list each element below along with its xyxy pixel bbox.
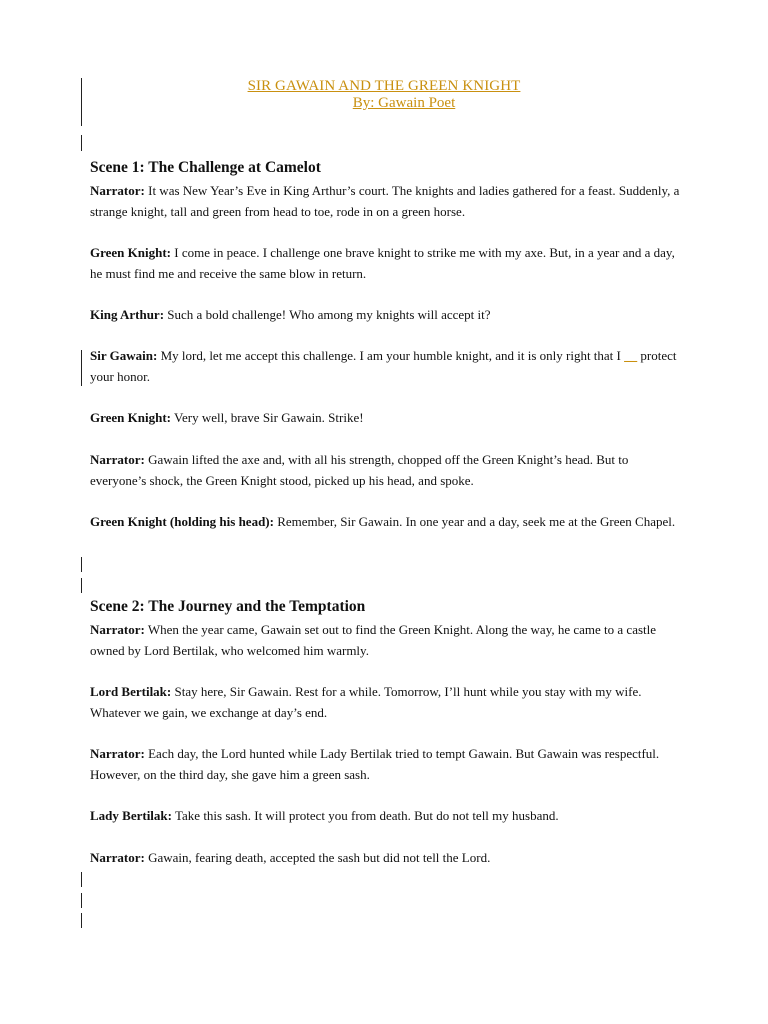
speaker-name: Lord Bertilak: [90,684,172,699]
dialogue-line [90,305,686,326]
change-bar [81,893,82,908]
change-bar [81,872,82,887]
dialogue-text: Each day, the Lord hunted while Lady Bertilak tried to tempt Gawain. But Gawain was respectful. However, on the third day, she gave him a green sash. [90,746,660,782]
change-bar [81,135,82,151]
change-bar [81,578,82,593]
change-bar [81,557,82,572]
dialogue-text: When the year came, Gawain set out to find the Green Knight. Along the way, he came to a castle owned by Lord Bertilak, who welcomed him warmly. [90,622,657,658]
speaker-name: Narrator: [90,850,145,865]
dialogue-line [90,806,686,827]
dialogue-text: Gawain lifted the axe and, with all his strength, chopped off the Green Knight’s head. But to everyone’s shock, the Green Knight stood, picked up his head, and spoke. [90,452,629,488]
change-bar [81,350,82,386]
speaker-name: Lady Bertilak: [90,808,172,823]
dialogue-text: Very well, brave Sir Gawain. Strike! [171,410,364,425]
speaker-name: Narrator: [90,622,145,637]
dialogue-line [90,848,686,869]
scene-2-heading: Scene 2: The Journey and the Temptation [90,598,366,615]
dialogue-line [90,243,686,284]
dialogue-line [90,682,686,723]
document-byline: By: Gawain Poet [352,95,456,111]
speaker-name: Green Knight (holding his head): [90,514,274,529]
speaker-name: King Arthur: [90,307,165,322]
dialogue-line [90,181,686,222]
dialogue-line [90,744,686,785]
dialogue-line [90,620,686,661]
dialogue-text: Take this sash. It will protect you from death. But do not tell my husband. [171,808,559,823]
document-title: SIR GAWAIN AND THE GREEN KNIGHT [247,78,521,94]
dialogue-text: Such a bold challenge! Who among my knights will accept it? [164,307,491,322]
dialogue-line [90,512,686,533]
dialogue-text: Remember, Sir Gawain. In one year and a day, seek me at the Green Chapel. [273,514,676,529]
change-bar [81,913,82,928]
dialogue-text: It was New Year’s Eve in King Arthur’s court. The knights and ladies gathered for a feast. Suddenly, a strange knight, tall and green from head to toe, rode in on a green horse. [90,183,680,219]
dialogue-line [90,346,686,387]
speaker-name: Green Knight: [90,410,172,425]
speaker-name: Green Knight: [90,245,172,260]
scene-1-heading: Scene 1: The Challenge at Camelot [90,159,321,176]
speaker-name: Narrator: [90,452,145,467]
dialogue-line [90,408,686,429]
speaker-name: Sir Gawain: [90,348,158,363]
dialogue-text: My lord, let me accept this challenge. I am your humble knight, and it is only right that I [157,348,625,363]
speaker-name: Narrator: [90,183,145,198]
speaker-name: Narrator: [90,746,145,761]
tracked-insertion: __ [624,348,638,363]
title-block [0,78,768,112]
dialogue-line [90,450,686,491]
dialogue-text: I come in peace. I challenge one brave knight to strike me with my axe. But, in a year and a day, he must find me and receive the same blow in return. [90,245,675,281]
dialogue-text: Gawain, fearing death, accepted the sash but did not tell the Lord. [144,850,491,865]
dialogue-text: Stay here, Sir Gawain. Rest for a while. Tomorrow, I’ll hunt while you stay with my wife. Whatever we gain, we exchange at day’s end. [90,684,642,720]
dialogue-text: protect your honor. [90,348,677,384]
